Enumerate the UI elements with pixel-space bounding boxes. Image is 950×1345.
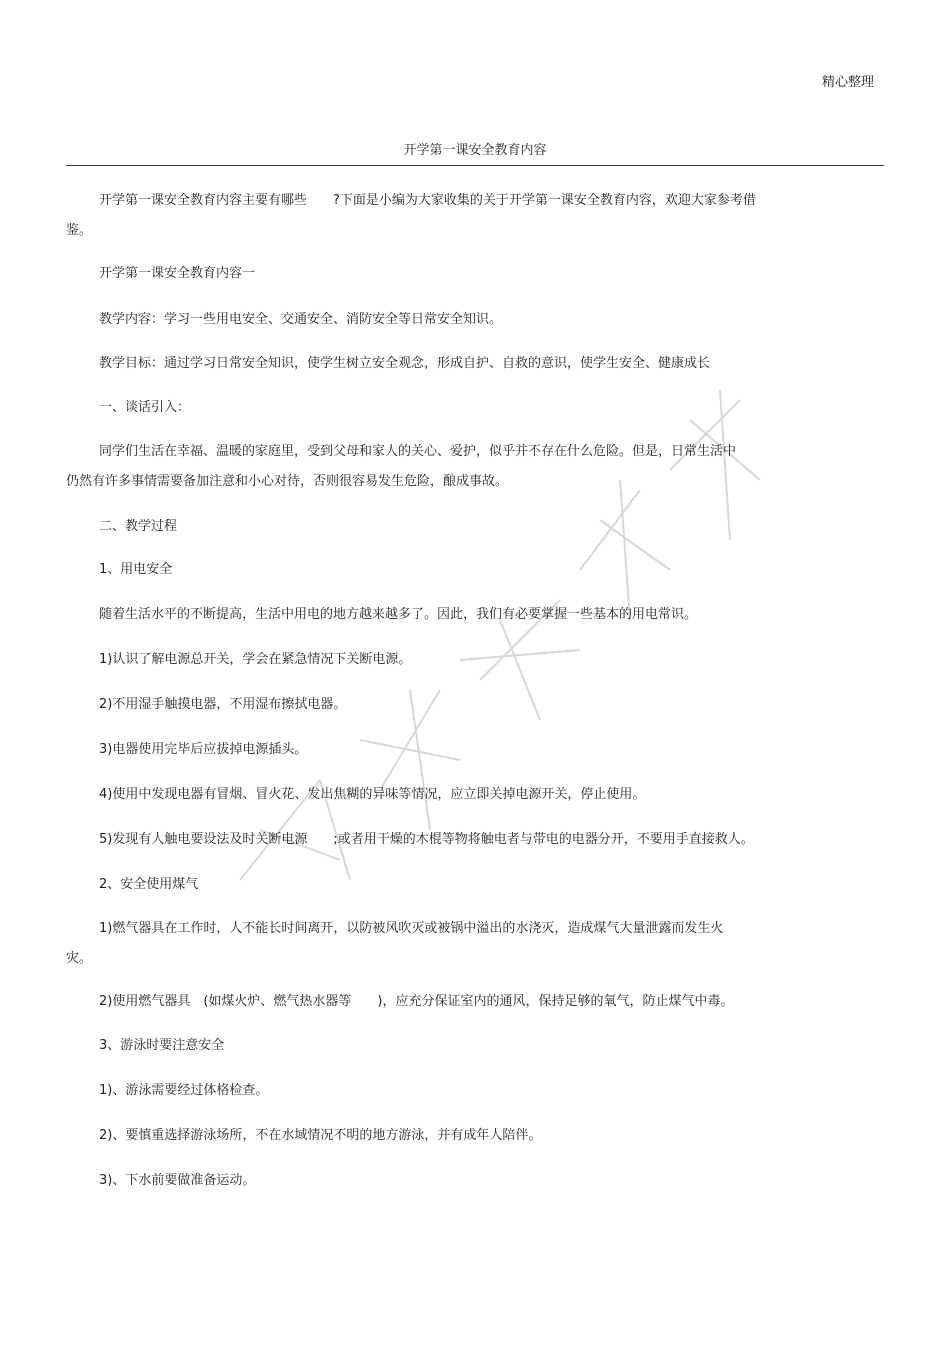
electric-item: 3)电器使用完毕后应拔掉电源插头。	[99, 742, 308, 757]
electric-item: 5)发现有人触电要设法及时关断电源 ;或者用干燥的木棍等物将触电者与带电的电器分开，不要用手直接救人。	[99, 832, 754, 847]
title-rule	[66, 165, 884, 166]
teaching-goal: 教学目标：通过学习日常安全知识，使学生树立安全观念，形成自护、自救的意识，使学生安全、健康成长	[99, 356, 711, 371]
part2-heading: 二、教学过程	[99, 519, 178, 534]
swim-item: 1)、游泳需要经过体格检查。	[99, 1083, 269, 1098]
electric-item: 2)不用湿手触摸电器，不用湿布擦拭电器。	[99, 697, 347, 712]
electric-heading: 1、用电安全	[99, 562, 173, 577]
intro-line-1: 开学第一课安全教育内容主要有哪些 ?下面是小编为大家收集的关于开学第一课安全教育内容，欢迎大家参考借	[99, 193, 756, 208]
teaching-content: 教学内容：学习一些用电安全、交通安全、消防安全等日常安全知识。	[99, 312, 503, 327]
part1-text-line-1: 同学们生活在幸福、温暖的家庭里，受到父母和家人的关心、爱护，似乎并不存在什么危险。但是，日常生活中	[99, 444, 737, 459]
gas-item-2: 2)使用燃气器具 (如煤火炉、燃气热水器等 )，应充分保证室内的通风，保持足够的氧气，防止煤气中毒。	[99, 994, 734, 1009]
gas-heading: 2、安全使用煤气	[99, 877, 199, 892]
part1-text-line-2: 仍然有许多事情需要备加注意和小心对待，否则很容易发生危险，酿成事故。	[66, 474, 509, 489]
section1-heading: 开学第一课安全教育内容一	[99, 266, 256, 281]
intro-line-2: 鉴。	[66, 223, 93, 238]
swim-item: 2)、要慎重选择游泳场所，不在水域情况不明的地方游泳，并有成年人陪伴。	[99, 1128, 542, 1143]
electric-item: 1)认识了解电源总开关，学会在紧急情况下关断电源。	[99, 652, 412, 667]
electric-intro: 随着生活水平的不断提高，生活中用电的地方越来越多了。因此，我们有必要掌握一些基本的用电常识。	[99, 607, 698, 622]
part1-heading: 一、谈话引入：	[99, 400, 191, 415]
header-note: 精心整理	[821, 75, 874, 90]
electric-item: 4)使用中发现电器有冒烟、冒火花、发出焦糊的异味等情况，应立即关掉电源开关，停止使用。	[99, 787, 646, 802]
gas-item-1-line-2: 灾。	[66, 951, 93, 966]
swim-heading: 3、游泳时要注意安全	[99, 1038, 225, 1053]
document-title: 开学第一课安全教育内容	[403, 143, 547, 158]
gas-item-1-line-1: 1)燃气器具在工作时，人不能长时间离开，以防被风吹灭或被锅中溢出的水浇灭，造成煤气大量泄露而发生火	[99, 921, 724, 936]
swim-item: 3)、下水前要做准备运动。	[99, 1173, 256, 1188]
